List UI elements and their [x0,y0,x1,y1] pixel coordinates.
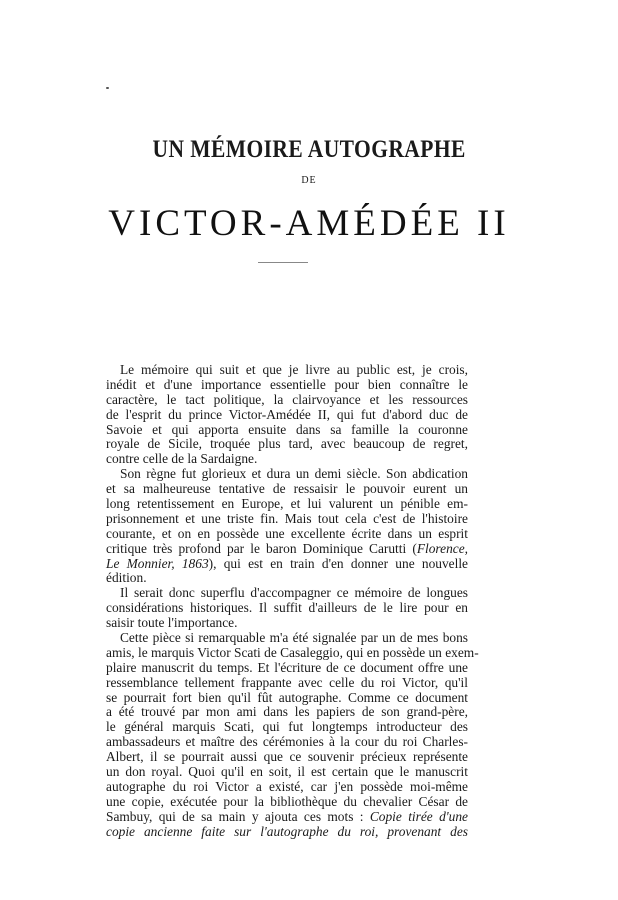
paragraph-1 [106,363,468,467]
text-line: Savoie et qui apporta ensuite dans sa famille la couronne [106,421,468,437]
text-line: copie ancienne faite sur l'autographe du roi, provenant des [106,823,468,839]
text-line: de l'esprit du prince Victor-Amédée II, qui fut d'abord duc de [106,406,468,422]
italic-segment: Le Monnier, 1863 [106,555,209,571]
text-line: se pourrait fort bien qu'il fût autographe. Comme ce document [106,689,468,705]
text-line: considérations historiques. Il suffit d'ailleurs de le lire pour en [106,600,468,616]
text-line: inédit et d'une importance essentielle pour bien connaître le [106,376,468,392]
text-line: autographe du roi Victor a existé, car j'en possède moi-même [106,778,468,794]
text-line: royale de Sicile, troquée plus tard, avec beaucoup de regret, [106,436,468,452]
paragraph-4 [106,630,479,839]
text-line: et sa malheureuse tentative de ressaisir le pouvoir eurent un [106,481,468,497]
text-line: plaire manuscrit du temps. Et l'écriture de ce document offre une [106,659,468,675]
title-de: DE [301,175,317,186]
paragraph-2 [106,467,468,586]
title-divider [258,262,308,263]
text-line: amis, le marquis Victor Scati de Casaleggio, qui en possède un exem- [106,644,479,660]
title-line-2: VICTOR-AMÉDÉE II [108,203,510,244]
text-line: contre celle de la Sardaigne. [106,451,258,467]
text-line [106,810,468,825]
text-line: long retentissement en Europe, et lui valurent un pénible em- [106,496,468,512]
print-speck [106,87,109,89]
paragraph-3 [106,586,468,631]
italic-segment: Copie tirée d'une [369,808,468,824]
text-line: Cette pièce si remarquable m'a été signalée par un de mes bons [120,630,468,646]
text-line: ambassadeurs et maître des cérémonies à la cour du roi Charles- [106,734,468,750]
text-line: édition. [106,570,147,586]
text-line: prisonnement et une triste fin. Mais tout cela c'est de l'histoire [106,510,468,526]
text-line: Il serait donc superflu d'accompagner ce mémoire de longues [120,585,468,601]
text-line: une copie, exécutée pour la bibliothèque du chevalier César de [106,793,468,809]
text-segment: ), qui est en train d'en donner une nouvelle [208,555,468,571]
text-segment: Sambuy, qui de sa main y ajouta ces mots : [106,808,370,824]
title-line-1: UN MÉMOIRE AUTOGRAPHE [152,136,466,163]
text-line: a été trouvé par mon ami dans les papiers de son grand-père, [106,704,468,720]
text-line: Son règne fut glorieux et dura un demi siècle. Son abdication [120,466,468,482]
text-line: le général marquis Scati, qui fut longtemps introducteur des [106,719,468,735]
text-line [106,542,468,557]
text-line: saisir toute l'importance. [106,615,238,631]
text-segment: critique très profond par le baron Dominique Carutti ( [106,540,417,556]
body-text [106,362,479,840]
text-line: Le mémoire qui suit et que je livre au public est, je crois, [120,362,468,377]
text-line: courante, et on en possède une excellente écrite dans un esprit [106,525,468,541]
text-line [106,557,468,572]
italic-segment: Florence, [416,540,468,556]
text-line: Albert, il se pourrait aussi que ce souvenir précieux représente [106,749,468,765]
text-line: caractère, le tact politique, la clairvoyance et les ressources [106,391,468,407]
text-line: un don royal. Quoi qu'il en soit, il est certain que le manuscrit [106,764,468,780]
text-line: ressemblance tellement frappante avec celle du roi Victor, qu'il [106,674,468,690]
